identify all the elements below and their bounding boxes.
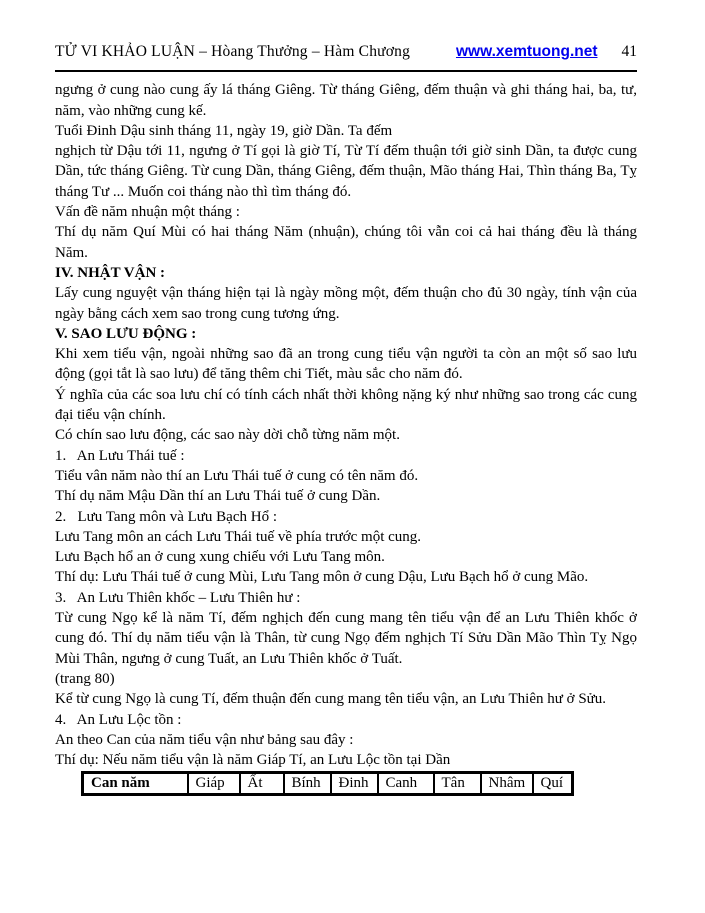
table-header-cell: Can năm bbox=[83, 773, 188, 795]
page-body bbox=[55, 80, 641, 796]
paragraph: Vấn đề năm nhuận một tháng : bbox=[55, 204, 240, 221]
item-4-heading: 4. An Lưu Lộc tồn : bbox=[55, 711, 182, 728]
paragraph: An theo Can của năm tiểu vận như bảng sau đây : bbox=[55, 731, 354, 748]
example-paragraph: Thí dụ năm Quí Mùi có hai tháng Năm (nhuận), chúng tôi vẫn coi cả hai tháng đều là tháng Năm. bbox=[55, 224, 641, 261]
paragraph: Có chín sao lưu động, các sao này dời chỗ từng năm một. bbox=[55, 427, 400, 444]
page-ref-note: (trang 80) bbox=[55, 670, 115, 687]
page-header bbox=[0, 0, 705, 62]
example-paragraph: Thí dụ: Lưu Thái tuế ở cung Mùi, Lưu Tang môn ở cung Dậu, Lưu Bạch hổ ở cung Mão. bbox=[55, 569, 589, 586]
table-cell: Giáp bbox=[188, 773, 240, 795]
item-1-heading: 1. An Lưu Thái tuế : bbox=[55, 447, 185, 464]
item-3-heading: 3. An Lưu Thiên khốc – Lưu Thiên hư : bbox=[55, 589, 301, 606]
table-cell: Quí bbox=[533, 773, 573, 795]
paragraph: Lưu Bạch hổ an ở cung xung chiếu với Lưu Tang môn. bbox=[55, 549, 385, 566]
paragraph: Tuổi Đinh Dậu sinh tháng 11, ngày 19, giờ Dần. Ta đếm bbox=[55, 122, 393, 139]
paragraph: Tiểu vân năm nào thí an Lưu Thái tuế ở cung có tên năm đó. bbox=[55, 467, 419, 484]
item-2-heading: 2. Lưu Tang môn và Lưu Bạch Hổ : bbox=[55, 508, 277, 525]
table-cell: Ất bbox=[240, 773, 284, 795]
table-cell: Nhâm bbox=[481, 773, 533, 795]
book-title: TỬ VI KHẢO LUẬN – Hòang Thưởng – Hàm Chương bbox=[55, 43, 411, 60]
example-paragraph: Thí dụ năm Mậu Dần thí an Lưu Thái tuế ở cung Dần. bbox=[55, 488, 381, 505]
table-cell: Đinh bbox=[331, 773, 378, 795]
table-cell: Canh bbox=[378, 773, 434, 795]
example-paragraph: Thí dụ: Nếu năm tiểu vận là năm Giáp Tí, an Lưu Lộc tồn tại Dần bbox=[55, 752, 451, 769]
page-number: 41 bbox=[621, 43, 637, 60]
table-cell: Bính bbox=[284, 773, 331, 795]
website-link[interactable]: www.xemtuong.net bbox=[455, 43, 598, 60]
section-v-heading: V. SAO LƯU ĐỘNG : bbox=[55, 325, 197, 342]
paragraph: Ý nghĩa của các soa lưu chí có tính cách nhất thời không nặng ký như những sao trong các cung đại tiểu vận chính. bbox=[55, 386, 641, 424]
paragraph: Lấy cung nguyệt vận tháng hiện tại là ngày mồng một, đếm thuận cho đủ 30 ngày, tính vận của ngày bằng cách xem sao trong cung tương ứng. bbox=[55, 285, 641, 322]
paragraph: Kể từ cung Ngọ là cung Tí, đếm thuận đến cung mang tên tiểu vận, an Lưu Thiên hư ở Sửu. bbox=[55, 691, 607, 708]
paragraph: Lưu Tang môn an cách Lưu Thái tuế về phía trước một cung. bbox=[55, 528, 422, 545]
header-divider bbox=[55, 70, 637, 72]
paragraph: nghịch từ Dậu tới 11, ngưng ở Tí gọi là giờ Tí, Từ Tí đếm thuận tới giờ sinh Dần, ta được cung Dần, tức tháng Giêng. Từ cung Dần, tháng Giêng, đếm thuận, Mão tháng Hai, Thìn tháng Ba, Tỵ tháng Tư ... Muốn coi tháng nào thì tìm tháng đó. bbox=[55, 143, 641, 200]
section-iv-heading: IV. NHẬT VẬN : bbox=[55, 264, 166, 281]
luu-loc-ton-table bbox=[81, 771, 574, 796]
paragraph: Từ cung Ngọ kể là năm Tí, đếm nghịch đến cung mang tên tiểu vận để an Lưu Thiên khốc ở cung đó. Thí dụ năm tiểu vận là Thân, từ cung Ngọ đếm nghịch Tí Sửu Dần Mão Thìn Tỵ Ngọ Mùi Thân, ngưng ở cung Tuất, an Lưu Thiên khốc ở Tuất. bbox=[55, 610, 641, 667]
paragraph: Khi xem tiểu vận, ngoài những sao đã an trong cung tiểu vận người ta còn an một số sao lưu động (gọi tắt là sao lưu) để tăng thêm chi Tiết, màu sắc cho năm đó. bbox=[55, 346, 641, 383]
table-row bbox=[83, 773, 573, 795]
paragraph: ngưng ở cung nào cung ấy lá tháng Giêng. Từ tháng Giêng, đếm thuận và ghi tháng hai, ba, tư, năm, vào những cung kế. bbox=[55, 82, 641, 119]
table-cell: Tân bbox=[434, 773, 481, 795]
